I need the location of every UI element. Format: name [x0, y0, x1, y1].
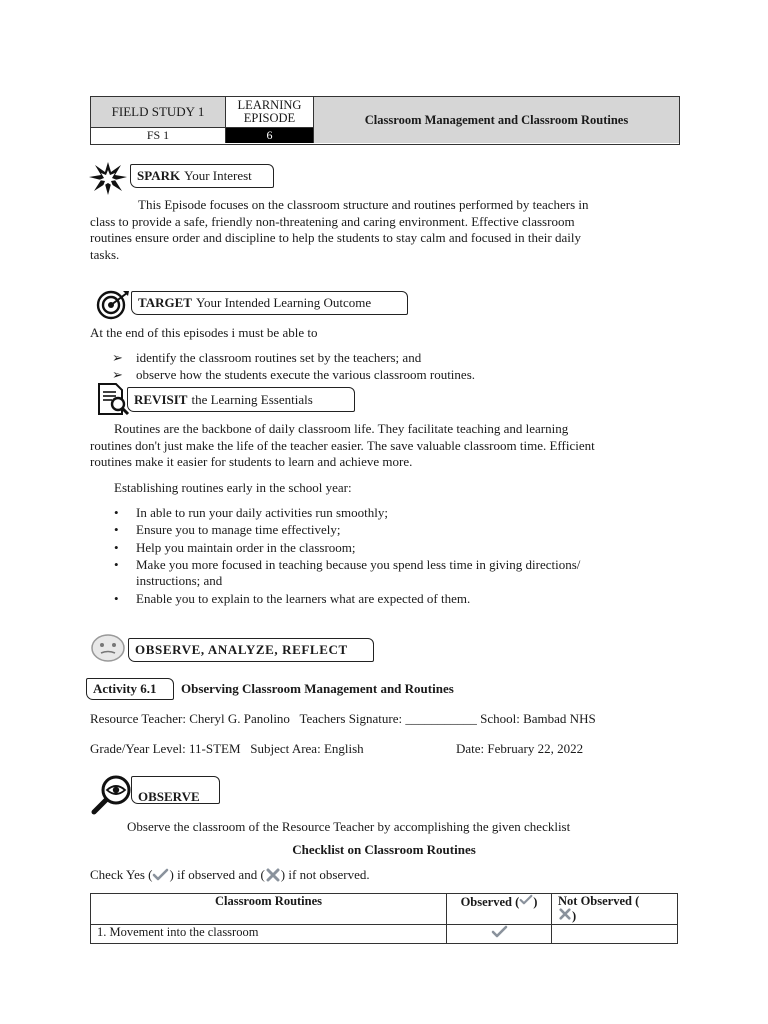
- benefit-text: In able to run your daily activities run smoothly;: [136, 505, 389, 520]
- fs-code-cell: FS 1: [91, 128, 226, 143]
- benefit-item: [114, 522, 341, 539]
- date-line: Date: February 22, 2022: [456, 741, 584, 756]
- revisit-banner: [127, 387, 355, 412]
- check-mark-icon: [519, 894, 533, 906]
- dot-bullet-icon: •: [114, 557, 119, 572]
- observed-cell[interactable]: [447, 925, 552, 944]
- x-mark-icon: [265, 868, 281, 882]
- checklist-title: Checklist on Classroom Routines: [292, 842, 476, 857]
- benefit-text: Help you maintain order in the classroom;: [136, 540, 356, 555]
- check-mark-icon: [152, 868, 169, 882]
- outcome-item: [112, 367, 475, 384]
- episode-number-cell: 6: [226, 128, 314, 143]
- spark-line: tasks.: [90, 246, 120, 262]
- arrow-bullet-icon: ➢: [112, 367, 123, 382]
- target-banner: [131, 291, 408, 315]
- grade-subject-line: Grade/Year Level: 11-STEM Subject Area: English: [90, 741, 364, 756]
- revisit-rest: the Learning Essentials: [191, 391, 313, 407]
- establishing-text: Establishing routines early in the school year:: [114, 480, 352, 495]
- target-bold: TARGET: [138, 295, 192, 310]
- benefit-item: [114, 557, 581, 574]
- activity-label-text: Activity 6.1: [93, 681, 157, 696]
- benefit-text: Make you more focused in teaching because you spend less time in giving directions/: [136, 557, 581, 572]
- observe-label: OBSERVE: [138, 789, 200, 804]
- routine-cell: 1. Movement into the classroom: [91, 925, 447, 944]
- spark-burst-icon: [88, 160, 128, 196]
- thinking-face-icon: [90, 633, 126, 663]
- revisit-line: routines don't just make the life of the teacher easier. The save valuable classroom time. Efficient: [90, 437, 595, 453]
- benefit-text: Ensure you to manage time effectively;: [136, 522, 341, 537]
- col-routines: Classroom Routines: [91, 894, 447, 925]
- dot-bullet-icon: •: [114, 540, 119, 555]
- outcome-text: identify the classroom routines set by the teachers; and: [136, 350, 422, 365]
- checklist-table: [90, 893, 678, 944]
- benefit-continuation: instructions; and: [136, 573, 223, 588]
- benefit-text: Enable you to explain to the learners what are expected of them.: [136, 591, 471, 606]
- revisit-paragraph: [90, 421, 690, 471]
- table-row: [91, 925, 678, 944]
- activity-title: Observing Classroom Management and Routines: [181, 681, 454, 696]
- spark-line: class to provide a safe, friendly non-threatening and caring environment. Effective classroom: [90, 213, 575, 229]
- x-mark-icon: [558, 908, 572, 920]
- col-observed-label: Observed (: [460, 895, 520, 909]
- col-not-observed-end: ): [572, 909, 577, 923]
- check-instr-a: Check Yes (: [90, 867, 153, 882]
- outcome-text: observe how the students execute the various classroom routines.: [136, 367, 475, 382]
- target-intro: At the end of this episodes i must be able to: [90, 325, 318, 340]
- target-rest: Your Intended Learning Outcome: [195, 295, 372, 310]
- field-study-cell: FIELD STUDY 1: [91, 97, 226, 128]
- learning-episode-line2: EPISODE: [243, 111, 296, 125]
- benefit-item: [114, 540, 356, 557]
- document-magnifier-icon: [96, 382, 130, 416]
- checklist-header-row: [91, 894, 678, 925]
- col-observed: [447, 894, 552, 925]
- not-observed-cell[interactable]: [552, 925, 678, 944]
- teacher-info-line: Resource Teacher: Cheryl G. Panolino Teachers Signature: ___________ School: Bambad NHS: [90, 711, 596, 726]
- dot-bullet-icon: •: [114, 522, 119, 537]
- oar-title: OBSERVE, ANALYZE, REFLECT: [135, 642, 348, 657]
- dot-bullet-icon: •: [114, 591, 119, 606]
- check-instructions: [90, 867, 370, 884]
- benefit-item: [114, 505, 389, 522]
- col-not-observed-label: Not Observed (: [558, 894, 640, 908]
- learning-episode-line1: LEARNING: [237, 98, 302, 112]
- spark-paragraph: [90, 197, 690, 263]
- revisit-line: routines make it easier for students to learn and achieve more.: [90, 454, 413, 469]
- target-icon: [96, 290, 130, 320]
- observe-instruction: Observe the classroom of the Resource Teacher by accomplishing the given checklist: [127, 819, 571, 834]
- learning-episode-cell: [226, 97, 314, 128]
- revisit-line: Routines are the backbone of daily classroom life. They facilitate teaching and learning: [114, 421, 569, 436]
- header-table: [90, 96, 680, 145]
- col-not-observed: [552, 894, 678, 925]
- benefit-item: [114, 591, 471, 608]
- spark-rest: Your Interest: [184, 168, 252, 183]
- spark-line: routines ensure order and discipline to help the students to stay calm and focused in their daily: [90, 230, 581, 245]
- check-instr-b: ) if observed and (: [169, 867, 265, 882]
- oar-banner: [128, 638, 374, 662]
- col-observed-end: ): [533, 895, 538, 909]
- magnifier-eye-icon: [90, 773, 134, 815]
- check-instr-c: ) if not observed.: [280, 867, 370, 882]
- episode-title: Classroom Management and Classroom Routines: [314, 97, 679, 143]
- dot-bullet-icon: •: [114, 505, 119, 520]
- observe-banner: [131, 776, 220, 804]
- spark-banner: [130, 164, 274, 188]
- spark-bold: SPARK: [137, 168, 181, 183]
- activity-label: [86, 678, 174, 700]
- spark-line: This Episode focuses on the classroom structure and routines performed by teachers in: [138, 197, 589, 212]
- arrow-bullet-icon: ➢: [112, 350, 123, 365]
- outcome-item: [112, 350, 422, 367]
- revisit-bold: REVISIT: [134, 391, 188, 407]
- check-mark-icon: [491, 925, 508, 939]
